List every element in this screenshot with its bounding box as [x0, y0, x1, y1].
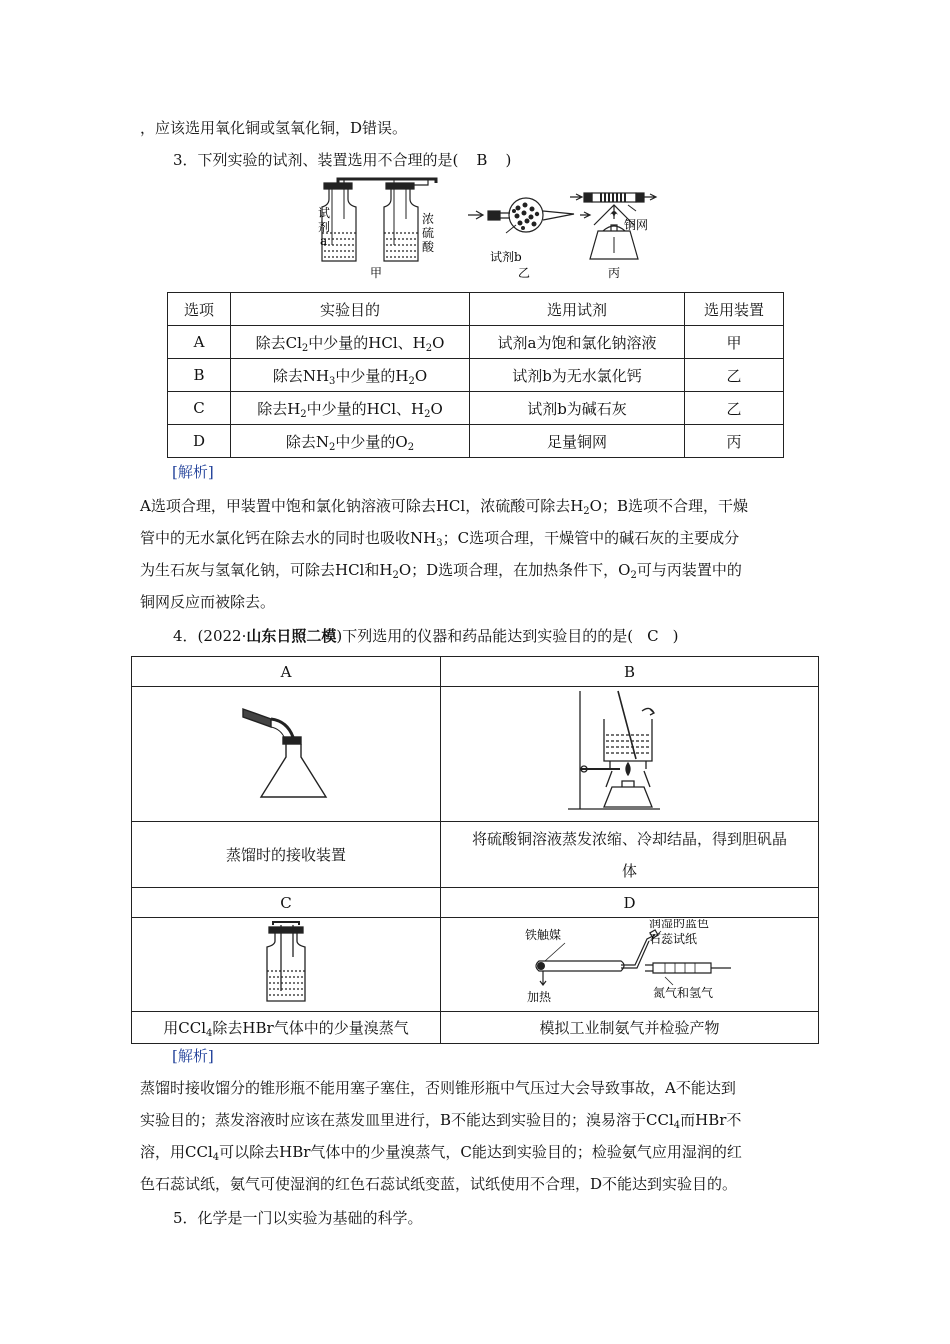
label-acid-3: 酸 [422, 240, 435, 254]
label-reagent-a-1: 试 [318, 206, 331, 220]
table-row [132, 888, 819, 918]
row-purpose: 除去$NH_3$中少量的$H_2O$ [231, 359, 470, 392]
row-device: 乙 [685, 392, 784, 425]
q4-options-table [131, 656, 819, 1044]
row-reagent: 足量铜网 [470, 425, 685, 458]
gas-washing-bottles [322, 179, 436, 261]
row-option: D [168, 425, 231, 458]
q4-stem: 4．(2022·山东日照二模)下列选用的仪器和药品能达到实验目的的是( C ) [173, 627, 679, 645]
q4-analysis-line-2: 实验目的；蒸发溶液时应该在蒸发皿里进行，B不能达到实验目的；溴易溶于CCl$_4$而HBr不 [140, 1111, 742, 1131]
header-reagent: 选用试剂 [470, 293, 685, 326]
header-option: 选项 [168, 293, 231, 326]
q4-analysis-line-4: 色石蕊试纸，氨气可使湿润的红色石蕊试纸变蓝，试纸使用不合理，D不能达到实验目的。 [140, 1175, 738, 1193]
gas-washing-bottle-figure [251, 921, 321, 1005]
q4-analysis-line-3: 溶，用CCl$_4$可以除去HBr气体中的少量溴蒸气，C能达到实验目的；检验氨气应用湿润的红 [140, 1143, 742, 1163]
q4-analysis-label: [解析] [172, 1047, 214, 1065]
q3-analysis-line-4: 铜网反应而被除去。 [140, 593, 276, 611]
evaporation-setup-figure [560, 687, 700, 817]
caption-bing: 丙 [608, 266, 621, 280]
caption-yi: 乙 [518, 266, 531, 280]
label-acid-1: 浓 [422, 212, 435, 226]
drying-agent-granules [512, 203, 539, 231]
q3-analysis-line-3: 为生石灰与氢氧化钠，可除去HCl和$H_2O$；D选项合理，在加热条件下，$O_2$可与丙装置中的 [140, 561, 742, 581]
label-catalyst: 铁触媒 [524, 927, 561, 942]
option-d-description: 模拟工业制氨气并检验产物 [441, 1012, 819, 1044]
table-row [132, 1012, 819, 1044]
caption-jia: 甲 [370, 266, 383, 280]
option-a-figure-cell [132, 687, 441, 822]
table-row [168, 359, 784, 392]
table-row [168, 392, 784, 425]
table-row [132, 657, 819, 687]
drying-tube [468, 198, 590, 232]
table-row [168, 326, 784, 359]
row-option: C [168, 392, 231, 425]
receiving-flask-figure [231, 697, 341, 807]
table-row [132, 822, 819, 888]
label-heat: 加热 [526, 989, 551, 1004]
q3-stem-text: 3．下列实验的试剂、装置选用不合理的是( [173, 151, 459, 169]
row-option: B [168, 359, 231, 392]
option-a-description: 蒸馏时的接收装置 [132, 822, 441, 888]
label-litmus-1: 润湿的蓝色 [648, 918, 709, 930]
row-purpose: 除去$N_2$中少量的$O_2$ [231, 425, 470, 458]
header-purpose: 实验目的 [231, 293, 470, 326]
continuation-text: ，应该选用氧化铜或氢氧化铜，D错误。 [140, 119, 408, 137]
table-row [132, 918, 819, 1012]
option-b-figure-cell [441, 687, 819, 822]
row-reagent: 试剂b为无水氯化钙 [470, 359, 685, 392]
option-d-label: D [441, 888, 819, 918]
row-option: A [168, 326, 231, 359]
row-device: 乙 [685, 359, 784, 392]
header-device: 选用装置 [685, 293, 784, 326]
label-litmus-2: 石蕊试纸 [648, 931, 697, 946]
q3-analysis-line-2: 管中的无水氯化钙在除去水的同时也吸收$NH_3$；C选项合理，干燥管中的碱石灰的主要成分 [140, 529, 740, 549]
q3-stem [173, 150, 511, 170]
row-device: 甲 [685, 326, 784, 359]
label-acid-2: 硫 [422, 226, 435, 240]
q3-analysis-line-1: A选项合理，甲装置中饱和氯化钠溶液可除去HCl，浓硫酸可除去$H_2O$；B选项不合理，干燥 [140, 497, 748, 517]
row-device: 丙 [685, 425, 784, 458]
q3-answer: B [476, 151, 488, 169]
option-c-description: 用CCl$_4$除去HBr气体中的少量溴蒸气 [132, 1012, 441, 1044]
q3-options-table [167, 292, 784, 458]
table-row [168, 425, 784, 458]
ammonia-synthesis-figure [525, 919, 735, 1007]
row-purpose: 除去$Cl_2$中少量的HCl、$H_2O$ [231, 326, 470, 359]
table-row [132, 687, 819, 822]
q4-answer: C [647, 627, 659, 645]
option-b-description: 将硫酸铜溶液蒸发浓缩、冷却结晶，得到胆矾晶 体 [441, 822, 819, 888]
option-c-label: C [132, 888, 441, 918]
q4-source: 山东日照二模 [246, 627, 337, 645]
option-c-figure-cell [132, 918, 441, 1012]
row-reagent: 试剂a为饱和氯化钠溶液 [470, 326, 685, 359]
q3-analysis-label: [解析] [172, 463, 214, 481]
label-reagent-a-3: a [320, 234, 328, 248]
row-reagent: 试剂b为碱石灰 [470, 392, 685, 425]
label-reagent-b: 试剂b [490, 250, 522, 264]
table-header-row [168, 293, 784, 326]
option-a-label: A [132, 657, 441, 687]
q4-analysis-line-1: 蒸馏时接收馏分的锥形瓶不能用塞子塞住，否则锥形瓶中气压过大会导致事故，A不能达到 [140, 1079, 736, 1097]
option-d-figure-cell [441, 918, 819, 1012]
label-copper-mesh: 铜网 [624, 218, 649, 232]
label-gases: 氮气和氢气 [652, 985, 713, 1000]
q5-stem: 5．化学是一门以实验为基础的科学。 [173, 1209, 423, 1227]
row-purpose: 除去$H_2$中少量的HCl、$H_2O$ [231, 392, 470, 425]
q3-apparatus-figure [318, 175, 658, 283]
option-b-label: B [441, 657, 819, 687]
q3-close: ) [505, 151, 512, 169]
label-reagent-a-2: 剂 [318, 220, 331, 234]
